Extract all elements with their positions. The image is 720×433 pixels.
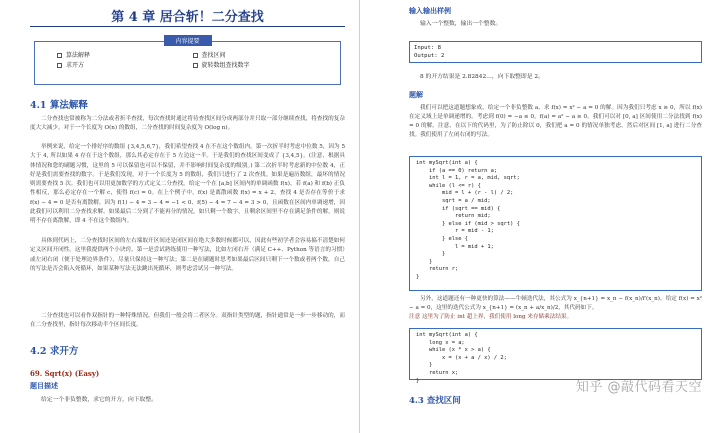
summary-tag: 内容提要 — [163, 35, 211, 46]
watermark: 知乎 @敲代码看天空 — [575, 380, 702, 395]
section-heading: 4.2 求开方 — [30, 346, 79, 357]
right-page — [361, 0, 720, 433]
sub-heading: 题解 — [409, 90, 423, 99]
section-heading: 4.3 查找区间 — [409, 396, 461, 406]
summary-item: 查找区间 — [193, 51, 329, 60]
checkbox-icon — [57, 63, 62, 68]
paragraph: 我们可以把这道题想象成，给定一个非负整数 a，求 f(x) = x² − a = 0 的解。因为我们只考虑 x ≥ 0，所以 f(x) 在定义域上是单调递增的。考虑到 f(0) = −a ≤ 0，f(a) = a² − a ≥ 0，我们可以对 [0, a] 区间使用二分法找到 f(x) = 0 的解。注意，在以下的代码里，为了防止除以 0，我们把 a = 0 的情况单独考虑，然后对区间 [1, a] 进行二分查找。我们使用了左闭右闭的写法。 — [409, 105, 702, 138]
chapter-rule — [30, 26, 345, 27]
problem-description: 给定一个非负整数，求它的开方，向下取整。 — [41, 397, 157, 403]
checkbox-icon — [57, 53, 62, 58]
sub-heading: 输入输出样例 — [409, 6, 451, 15]
code-block: int mySqrt(int a) { if (a == 0) return a; int l = 1, r = a, mid, sqrt; while (l <= r) { mid = l + (r - l) / 2; sqrt = a / mid; if (sqrt == mid) { return mid; } else if (mid > sqrt) { r = mid - 1; } else { l = mid + 1; } } return r; } — [409, 156, 702, 291]
paragraph: 二分查找也常被称为二分法或者折半查找，每次查找时通过将待查找区间分成两部分并只取一部分继续查找，将查找的复杂度大大减少。对于一个长度为 O(n) 的数组，二分查找的时间复杂度为 O(log n)。 — [30, 116, 345, 132]
paragraph: 另外，这道题还有一种更快的算法——牛顿迭代法，其公式为 x_{n+1} = x_n − f(x_n)/f′(x_n)。给定 f(x) = x² − a = 0，这里的迭代公式为 x_{n+1} = (x_n + a/x_n)/2，其代码如下。 — [409, 296, 702, 311]
io-description: 输入一个整数，输出一个整数。 — [420, 21, 502, 27]
summary-item: 求开方 — [57, 61, 193, 70]
io-note: 8 的开方结果是 2.82842…，向下取整即是 2。 — [420, 74, 544, 80]
summary-item: 旋转数组查找数字 — [193, 61, 329, 70]
paragraph: 举例来说，给定一个排好序的数组 {3,4,5,6,7}，我们希望查找 4 在不在这个数组内。第一次折半时考虑中位数 5，因为 5 大于 4, 所以如果 4 存在于这个数组，那么其必定存在于 5 左边这一半。于是我们的查找区间变成了 {3,4,5}。(注意，根据具体情况和您的刷题习惯，这里的 5 可以保留也可以不保留，并不影响时间复杂度的级别。) 第二次折半时考虑新的中位数 4，正好是我们需要查找的数字。于是我们发现，对于一个长度为 5 的数组，我们只进行了 2 次查找。如果是遍历数组，最坏的情况则需要查找 5 次。我们也可以用更加数学的方式定义二分查找。给定一个在 [a,b] 区间内的单调函数 f(x)，若 f(a) 和 f(b) 正负性相反，那么必定存在一个解 c，使得 f(c) = 0。在上个例子中，f(x) 是离散函数 f(x) = x + 2，查找 4 是否存在等价于求 f(x) − 4 = 0 是否有离散解。因为 f(1) − 4 = 3 − 4 = −1 < 0、f(5) − 4 = 7 − 4 = 3 > 0，且函数在区间内单调递增，因此我们可以利用二分查找求解。如果最后二分到了不能再分的情况，如只剩一个数字，且剩余区间里不存在满足条件的解，则说明不存在离散解，即 4 不在这个数组内。 — [30, 144, 345, 225]
code-block: int mySqrt(int a) { long x = a; while (x * x > a) { x = (x + a / x) / 2; } return x; } — [409, 328, 702, 380]
checkbox-icon — [193, 53, 198, 58]
summary-grid — [35, 42, 340, 70]
chapter-title: 第 4 章 居合斩！二分查找 — [111, 10, 264, 25]
paragraph: 具体到代码上，二分查找时区间的左右端取开区间还是闭区间在绝大多数时候都可以，因此有些初学者会容易搞不清楚如何定义区间开闭性。这里我提供两个小诀窍，第一是尝试熟练使用一种写法，比如左闭右开（满足 C++、Python 等语言的习惯）或左闭右闭（便于处理边界条件），尽量只保持这一种写法；第二是在刷题时思考如果最后区间只剩下一个数或者两个数，自己的写法是否会陷入死循环，如果某种写法无法跳出死循环，则考虑尝试另一种写法。 — [30, 238, 345, 272]
sub-heading: 题目描述 — [30, 381, 58, 390]
io-sample-box: Input: 8 Output: 2 — [409, 41, 702, 63]
note-line: 注意 这里为了防止 int 超上界，我们使用 long 来存储乘法结果。 — [409, 314, 573, 320]
summary-box — [34, 38, 341, 85]
paragraph: 二分查找也可以看作双指针的一种特殊情况，但我们一般会将二者区分。双指针类型的题，指针通常是一步一步移动的，而在二分查找里，指针每次移动半个区间长度。 — [30, 313, 345, 329]
summary-item: 算法解释 — [57, 51, 193, 60]
checkbox-icon — [193, 63, 198, 68]
problem-title: 69. Sqrt(x) (Easy) — [30, 369, 100, 378]
section-heading: 4.1 算法解释 — [30, 100, 88, 111]
